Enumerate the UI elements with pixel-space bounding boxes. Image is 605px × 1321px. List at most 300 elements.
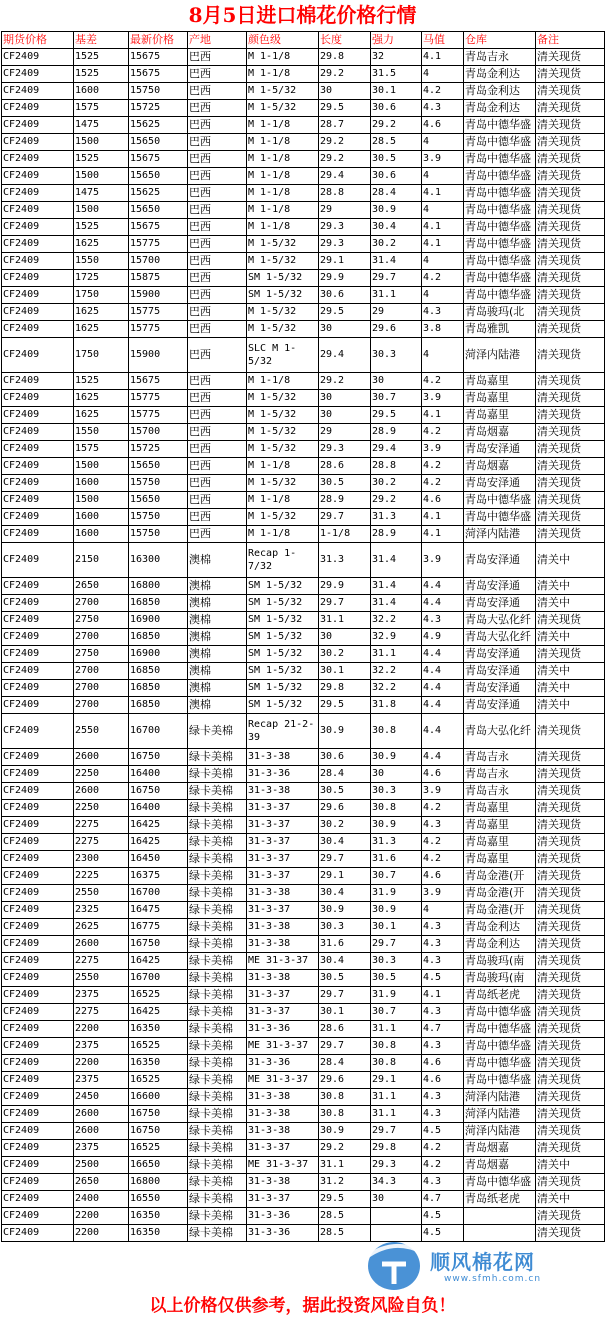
cell-basis: 2225 xyxy=(74,868,129,885)
cell-latest-price: 15675 xyxy=(129,49,188,66)
cell-color-grade: SM 1-5/32 xyxy=(247,680,319,697)
cell-futures-price: CF2409 xyxy=(2,304,74,321)
cell-strength: 30.5 xyxy=(371,970,422,987)
cell-warehouse: 菏泽内陆港 xyxy=(464,1089,536,1106)
cell-warehouse: 青岛烟嘉 xyxy=(464,1140,536,1157)
cell-latest-price: 16525 xyxy=(129,1140,188,1157)
cell-warehouse: 青岛安泽通 xyxy=(464,543,536,578)
cell-strength: 31.3 xyxy=(371,509,422,526)
cell-basis: 2300 xyxy=(74,851,129,868)
cell-warehouse: 青岛烟嘉 xyxy=(464,424,536,441)
cell-futures-price: CF2409 xyxy=(2,663,74,680)
table-row xyxy=(2,1055,605,1072)
cell-strength: 32.2 xyxy=(371,612,422,629)
cell-micronaire: 4.6 xyxy=(422,117,464,134)
table-body xyxy=(2,49,605,1242)
cell-length: 28.4 xyxy=(319,766,371,783)
cell-futures-price: CF2409 xyxy=(2,1174,74,1191)
cell-remark: 清关现货 xyxy=(536,1021,605,1038)
cell-strength: 30.9 xyxy=(371,817,422,834)
cell-length: 30 xyxy=(319,83,371,100)
cell-micronaire: 4.4 xyxy=(422,749,464,766)
cell-color-grade: 31-3-37 xyxy=(247,851,319,868)
cell-futures-price: CF2409 xyxy=(2,783,74,800)
cell-micronaire: 4 xyxy=(422,287,464,304)
cell-micronaire: 4.6 xyxy=(422,868,464,885)
cell-warehouse: 菏泽内陆港 xyxy=(464,526,536,543)
cell-remark: 清关现货 xyxy=(536,270,605,287)
cell-warehouse: 青岛嘉里 xyxy=(464,373,536,390)
cell-latest-price: 15775 xyxy=(129,304,188,321)
cell-origin: 绿卡美棉 xyxy=(188,1072,247,1089)
cell-length: 29.5 xyxy=(319,304,371,321)
cell-origin: 绿卡美棉 xyxy=(188,970,247,987)
cell-length: 29.5 xyxy=(319,1191,371,1208)
cell-micronaire: 4 xyxy=(422,253,464,270)
cell-latest-price: 15725 xyxy=(129,441,188,458)
cell-warehouse: 青岛纸老虎 xyxy=(464,987,536,1004)
cell-origin: 绿卡美棉 xyxy=(188,1106,247,1123)
cell-warehouse: 青岛中德华盛 xyxy=(464,287,536,304)
table-row xyxy=(2,1089,605,1106)
cell-length: 29.2 xyxy=(319,373,371,390)
cell-length: 28.4 xyxy=(319,1055,371,1072)
cell-basis: 2400 xyxy=(74,1191,129,1208)
price-table xyxy=(1,31,605,1242)
cell-futures-price: CF2409 xyxy=(2,49,74,66)
cell-futures-price: CF2409 xyxy=(2,151,74,168)
cell-origin: 巴西 xyxy=(188,49,247,66)
cell-origin: 绿卡美棉 xyxy=(188,1021,247,1038)
cell-futures-price: CF2409 xyxy=(2,1055,74,1072)
table-row xyxy=(2,253,605,270)
cell-latest-price: 16600 xyxy=(129,1089,188,1106)
cell-origin: 绿卡美棉 xyxy=(188,1089,247,1106)
cell-strength: 30.3 xyxy=(371,338,422,373)
cell-warehouse: 青岛嘉里 xyxy=(464,851,536,868)
cell-micronaire: 4.1 xyxy=(422,49,464,66)
cell-futures-price: CF2409 xyxy=(2,1038,74,1055)
cell-length: 31.6 xyxy=(319,936,371,953)
cell-strength: 28.9 xyxy=(371,424,422,441)
cell-futures-price: CF2409 xyxy=(2,1191,74,1208)
table-row xyxy=(2,270,605,287)
cell-strength: 29 xyxy=(371,304,422,321)
cell-remark: 清关现货 xyxy=(536,219,605,236)
cell-origin: 绿卡美棉 xyxy=(188,766,247,783)
table-row xyxy=(2,1174,605,1191)
cell-warehouse: 青岛金利达 xyxy=(464,100,536,117)
cell-basis: 2200 xyxy=(74,1225,129,1242)
cell-warehouse: 青岛骏玛(南 xyxy=(464,953,536,970)
cell-latest-price: 15650 xyxy=(129,458,188,475)
disclaimer: 以上价格仅供参考，据此投资风险自负！ xyxy=(149,1296,456,1316)
cell-remark: 清关现货 xyxy=(536,526,605,543)
cell-remark: 清关中 xyxy=(536,629,605,646)
cell-color-grade: ME 31-3-37 xyxy=(247,953,319,970)
cell-remark: 清关中 xyxy=(536,680,605,697)
cell-micronaire: 4.7 xyxy=(422,1191,464,1208)
cell-length: 29.4 xyxy=(319,338,371,373)
cell-origin: 巴西 xyxy=(188,424,247,441)
cell-origin: 巴西 xyxy=(188,151,247,168)
cell-micronaire: 4.6 xyxy=(422,492,464,509)
cell-basis: 1500 xyxy=(74,202,129,219)
cell-futures-price: CF2409 xyxy=(2,475,74,492)
cell-length: 30.8 xyxy=(319,1089,371,1106)
cell-warehouse: 青岛中德华盛 xyxy=(464,202,536,219)
table-row xyxy=(2,185,605,202)
cell-futures-price: CF2409 xyxy=(2,851,74,868)
cell-futures-price: CF2409 xyxy=(2,919,74,936)
cell-futures-price: CF2409 xyxy=(2,646,74,663)
cell-latest-price: 16350 xyxy=(129,1021,188,1038)
cell-futures-price: CF2409 xyxy=(2,987,74,1004)
cell-color-grade: M 1-5/32 xyxy=(247,321,319,338)
cell-futures-price: CF2409 xyxy=(2,407,74,424)
cell-length: 30.9 xyxy=(319,714,371,749)
cell-latest-price: 16525 xyxy=(129,987,188,1004)
cell-latest-price: 16400 xyxy=(129,800,188,817)
cell-warehouse: 青岛中德华盛 xyxy=(464,509,536,526)
cell-length: 30.4 xyxy=(319,834,371,851)
table-row xyxy=(2,134,605,151)
cell-origin: 绿卡美棉 xyxy=(188,714,247,749)
table-row xyxy=(2,526,605,543)
cell-origin: 澳棉 xyxy=(188,595,247,612)
cell-remark: 清关现货 xyxy=(536,287,605,304)
cell-color-grade: 31-3-36 xyxy=(247,766,319,783)
cell-latest-price: 16750 xyxy=(129,783,188,800)
cell-basis: 2550 xyxy=(74,885,129,902)
cell-strength: 32 xyxy=(371,49,422,66)
cell-micronaire: 4.5 xyxy=(422,1123,464,1140)
cell-origin: 巴西 xyxy=(188,219,247,236)
cell-warehouse: 青岛中德华盛 xyxy=(464,219,536,236)
cell-remark: 清关现货 xyxy=(536,492,605,509)
cell-remark: 清关中 xyxy=(536,595,605,612)
cell-warehouse: 青岛安泽通 xyxy=(464,680,536,697)
cell-futures-price: CF2409 xyxy=(2,543,74,578)
cell-latest-price: 15900 xyxy=(129,287,188,304)
cell-basis: 1525 xyxy=(74,373,129,390)
cell-futures-price: CF2409 xyxy=(2,595,74,612)
cell-remark: 清关现货 xyxy=(536,338,605,373)
header-basis: 基差 xyxy=(74,32,129,49)
cell-color-grade: 31-3-37 xyxy=(247,800,319,817)
cell-strength: 28.8 xyxy=(371,458,422,475)
cell-latest-price: 15700 xyxy=(129,253,188,270)
cell-color-grade: M 1-1/8 xyxy=(247,134,319,151)
cell-length: 29 xyxy=(319,202,371,219)
cell-length: 29.1 xyxy=(319,253,371,270)
cell-color-grade: SM 1-5/32 xyxy=(247,595,319,612)
cell-warehouse: 青岛中德华盛 xyxy=(464,270,536,287)
table-row xyxy=(2,219,605,236)
cell-micronaire: 4.1 xyxy=(422,236,464,253)
cell-length: 30.1 xyxy=(319,1004,371,1021)
cell-origin: 澳棉 xyxy=(188,697,247,714)
header-color-grade: 颜色级 xyxy=(247,32,319,49)
cell-warehouse: 青岛中德华盛 xyxy=(464,1038,536,1055)
cell-origin: 巴西 xyxy=(188,168,247,185)
cell-remark: 清关现货 xyxy=(536,424,605,441)
cell-basis: 2700 xyxy=(74,697,129,714)
cell-micronaire: 4.3 xyxy=(422,1106,464,1123)
cell-warehouse: 青岛中德华盛 xyxy=(464,236,536,253)
cell-remark: 清关现货 xyxy=(536,441,605,458)
cell-remark: 清关现货 xyxy=(536,168,605,185)
cell-color-grade: M 1-1/8 xyxy=(247,185,319,202)
cell-latest-price: 15775 xyxy=(129,321,188,338)
cell-remark: 清关中 xyxy=(536,1191,605,1208)
cell-futures-price: CF2409 xyxy=(2,817,74,834)
cell-warehouse xyxy=(464,1208,536,1225)
cell-basis: 2625 xyxy=(74,919,129,936)
page-title: 8月5日进口棉花价格行情 xyxy=(188,3,417,27)
cell-color-grade: M 1-5/32 xyxy=(247,253,319,270)
cell-latest-price: 16900 xyxy=(129,612,188,629)
header-length: 长度 xyxy=(319,32,371,49)
cell-futures-price: CF2409 xyxy=(2,168,74,185)
cell-length: 29.7 xyxy=(319,1038,371,1055)
cell-origin: 绿卡美棉 xyxy=(188,1191,247,1208)
cell-micronaire: 4.3 xyxy=(422,612,464,629)
cell-remark: 清关现货 xyxy=(536,834,605,851)
cell-origin: 绿卡美棉 xyxy=(188,1055,247,1072)
cell-color-grade: ME 31-3-37 xyxy=(247,1038,319,1055)
cell-latest-price: 16750 xyxy=(129,936,188,953)
cell-strength: 30.7 xyxy=(371,390,422,407)
cell-origin: 巴西 xyxy=(188,287,247,304)
cell-basis: 1600 xyxy=(74,526,129,543)
cell-length: 29.8 xyxy=(319,49,371,66)
cell-color-grade: M 1-5/32 xyxy=(247,100,319,117)
cell-remark: 清关现货 xyxy=(536,1089,605,1106)
cell-length: 29.4 xyxy=(319,168,371,185)
table-row xyxy=(2,441,605,458)
table-row xyxy=(2,663,605,680)
cell-basis: 2600 xyxy=(74,1123,129,1140)
table-row xyxy=(2,646,605,663)
cell-remark: 清关现货 xyxy=(536,766,605,783)
cell-warehouse: 青岛嘉里 xyxy=(464,817,536,834)
cell-basis: 1525 xyxy=(74,219,129,236)
cell-micronaire: 3.8 xyxy=(422,321,464,338)
cell-basis: 1500 xyxy=(74,134,129,151)
cell-warehouse xyxy=(464,1225,536,1242)
cell-basis: 1625 xyxy=(74,390,129,407)
cell-warehouse: 青岛金利达 xyxy=(464,83,536,100)
cell-color-grade: 31-3-37 xyxy=(247,834,319,851)
cell-strength: 30.4 xyxy=(371,219,422,236)
cell-latest-price: 16700 xyxy=(129,885,188,902)
cell-basis: 2275 xyxy=(74,953,129,970)
cell-basis: 1525 xyxy=(74,151,129,168)
cell-latest-price: 16700 xyxy=(129,970,188,987)
table-row xyxy=(2,321,605,338)
cell-micronaire: 4 xyxy=(422,902,464,919)
cell-remark: 清关现货 xyxy=(536,817,605,834)
cell-strength: 31.1 xyxy=(371,1021,422,1038)
cell-micronaire: 4.5 xyxy=(422,970,464,987)
cell-latest-price: 16850 xyxy=(129,663,188,680)
table-row xyxy=(2,509,605,526)
cell-length: 29.3 xyxy=(319,236,371,253)
table-row xyxy=(2,629,605,646)
cell-warehouse: 青岛安泽通 xyxy=(464,475,536,492)
cell-color-grade: 31-3-38 xyxy=(247,1174,319,1191)
cell-remark: 清关现货 xyxy=(536,66,605,83)
cell-color-grade: 31-3-37 xyxy=(247,987,319,1004)
cell-length: 28.6 xyxy=(319,1021,371,1038)
cell-warehouse: 青岛中德华盛 xyxy=(464,168,536,185)
cell-origin: 绿卡美棉 xyxy=(188,817,247,834)
cell-latest-price: 15750 xyxy=(129,509,188,526)
cell-origin: 巴西 xyxy=(188,134,247,151)
cell-origin: 巴西 xyxy=(188,100,247,117)
cell-color-grade: M 1-5/32 xyxy=(247,304,319,321)
cell-micronaire: 4.2 xyxy=(422,1157,464,1174)
cell-length: 1-1/8 xyxy=(319,526,371,543)
cell-remark: 清关现货 xyxy=(536,151,605,168)
cell-origin: 巴西 xyxy=(188,492,247,509)
watermark-globe-icon xyxy=(360,1234,430,1294)
cell-color-grade: M 1-1/8 xyxy=(247,168,319,185)
table-row xyxy=(2,970,605,987)
cell-warehouse: 青岛安泽通 xyxy=(464,646,536,663)
cell-basis: 1500 xyxy=(74,168,129,185)
table-row xyxy=(2,919,605,936)
cell-remark: 清关中 xyxy=(536,1157,605,1174)
cell-futures-price: CF2409 xyxy=(2,321,74,338)
table-row xyxy=(2,766,605,783)
cell-remark: 清关现货 xyxy=(536,407,605,424)
cell-strength: 28.4 xyxy=(371,185,422,202)
table-row xyxy=(2,936,605,953)
cell-futures-price: CF2409 xyxy=(2,66,74,83)
cell-length: 30.4 xyxy=(319,885,371,902)
table-row xyxy=(2,458,605,475)
cell-origin: 绿卡美棉 xyxy=(188,868,247,885)
cell-warehouse: 青岛吉永 xyxy=(464,49,536,66)
cell-basis: 2325 xyxy=(74,902,129,919)
cell-micronaire: 4.4 xyxy=(422,646,464,663)
cell-origin: 巴西 xyxy=(188,373,247,390)
cell-latest-price: 16425 xyxy=(129,817,188,834)
cell-basis: 2500 xyxy=(74,1157,129,1174)
cell-micronaire: 4.3 xyxy=(422,953,464,970)
cell-futures-price: CF2409 xyxy=(2,253,74,270)
cell-length: 29.2 xyxy=(319,1140,371,1157)
cell-latest-price: 15750 xyxy=(129,83,188,100)
cell-strength: 30.7 xyxy=(371,868,422,885)
cell-futures-price: CF2409 xyxy=(2,1072,74,1089)
cell-micronaire: 4.3 xyxy=(422,817,464,834)
cell-origin: 绿卡美棉 xyxy=(188,953,247,970)
header-row xyxy=(2,32,605,49)
cell-futures-price: CF2409 xyxy=(2,1106,74,1123)
cell-strength: 29.1 xyxy=(371,1072,422,1089)
cell-strength: 30.9 xyxy=(371,902,422,919)
cell-origin: 巴西 xyxy=(188,475,247,492)
cell-strength: 30.1 xyxy=(371,83,422,100)
cell-latest-price: 16650 xyxy=(129,1157,188,1174)
cell-length: 29.7 xyxy=(319,509,371,526)
cell-length: 30.6 xyxy=(319,287,371,304)
cell-remark: 清关现货 xyxy=(536,885,605,902)
cell-micronaire: 4.2 xyxy=(422,475,464,492)
cell-futures-price: CF2409 xyxy=(2,458,74,475)
cell-basis: 1625 xyxy=(74,304,129,321)
cell-warehouse: 青岛吉永 xyxy=(464,766,536,783)
cell-latest-price: 16850 xyxy=(129,697,188,714)
cell-color-grade: M 1-5/32 xyxy=(247,390,319,407)
cell-strength: 31.9 xyxy=(371,987,422,1004)
cell-color-grade: 31-3-38 xyxy=(247,936,319,953)
cell-warehouse: 青岛安泽通 xyxy=(464,663,536,680)
cell-remark: 清关现货 xyxy=(536,919,605,936)
table-row xyxy=(2,851,605,868)
cell-futures-price: CF2409 xyxy=(2,697,74,714)
cell-strength: 30.1 xyxy=(371,919,422,936)
cell-strength: 29.4 xyxy=(371,441,422,458)
cell-micronaire: 4.2 xyxy=(422,83,464,100)
cell-strength: 31.6 xyxy=(371,851,422,868)
cell-origin: 绿卡美棉 xyxy=(188,1038,247,1055)
cell-length: 29.7 xyxy=(319,987,371,1004)
cell-futures-price: CF2409 xyxy=(2,1208,74,1225)
cell-warehouse: 青岛大弘化纤 xyxy=(464,714,536,749)
cell-origin: 巴西 xyxy=(188,458,247,475)
cell-origin: 绿卡美棉 xyxy=(188,1123,247,1140)
cell-latest-price: 15650 xyxy=(129,134,188,151)
cell-remark: 清关中 xyxy=(536,578,605,595)
cell-basis: 2750 xyxy=(74,612,129,629)
cell-latest-price: 16800 xyxy=(129,1174,188,1191)
cell-micronaire: 4.3 xyxy=(422,304,464,321)
cell-remark: 清关现货 xyxy=(536,1174,605,1191)
watermark-name: 顺风棉花网 xyxy=(430,1250,535,1274)
cell-remark: 清关现货 xyxy=(536,134,605,151)
cell-color-grade: M 1-1/8 xyxy=(247,202,319,219)
cell-warehouse: 菏泽内陆港 xyxy=(464,1123,536,1140)
cell-color-grade: 31-3-38 xyxy=(247,885,319,902)
cell-micronaire: 4.1 xyxy=(422,509,464,526)
cell-micronaire: 4.1 xyxy=(422,987,464,1004)
cell-color-grade: 31-3-37 xyxy=(247,868,319,885)
cell-basis: 1600 xyxy=(74,509,129,526)
cell-warehouse: 青岛中德华盛 xyxy=(464,492,536,509)
cell-color-grade: 31-3-38 xyxy=(247,749,319,766)
cell-futures-price: CF2409 xyxy=(2,287,74,304)
cell-futures-price: CF2409 xyxy=(2,834,74,851)
cell-origin: 绿卡美棉 xyxy=(188,902,247,919)
cell-latest-price: 16550 xyxy=(129,1191,188,1208)
cell-origin: 绿卡美棉 xyxy=(188,1208,247,1225)
cell-length: 30.1 xyxy=(319,663,371,680)
header-remark: 备注 xyxy=(536,32,605,49)
cell-strength: 32.2 xyxy=(371,663,422,680)
cell-length: 30.3 xyxy=(319,919,371,936)
cell-origin: 巴西 xyxy=(188,526,247,543)
cell-latest-price: 15675 xyxy=(129,151,188,168)
cell-remark: 清关现货 xyxy=(536,236,605,253)
cell-micronaire: 4.1 xyxy=(422,185,464,202)
table-row xyxy=(2,868,605,885)
cell-remark: 清关现货 xyxy=(536,902,605,919)
cell-origin: 巴西 xyxy=(188,185,247,202)
